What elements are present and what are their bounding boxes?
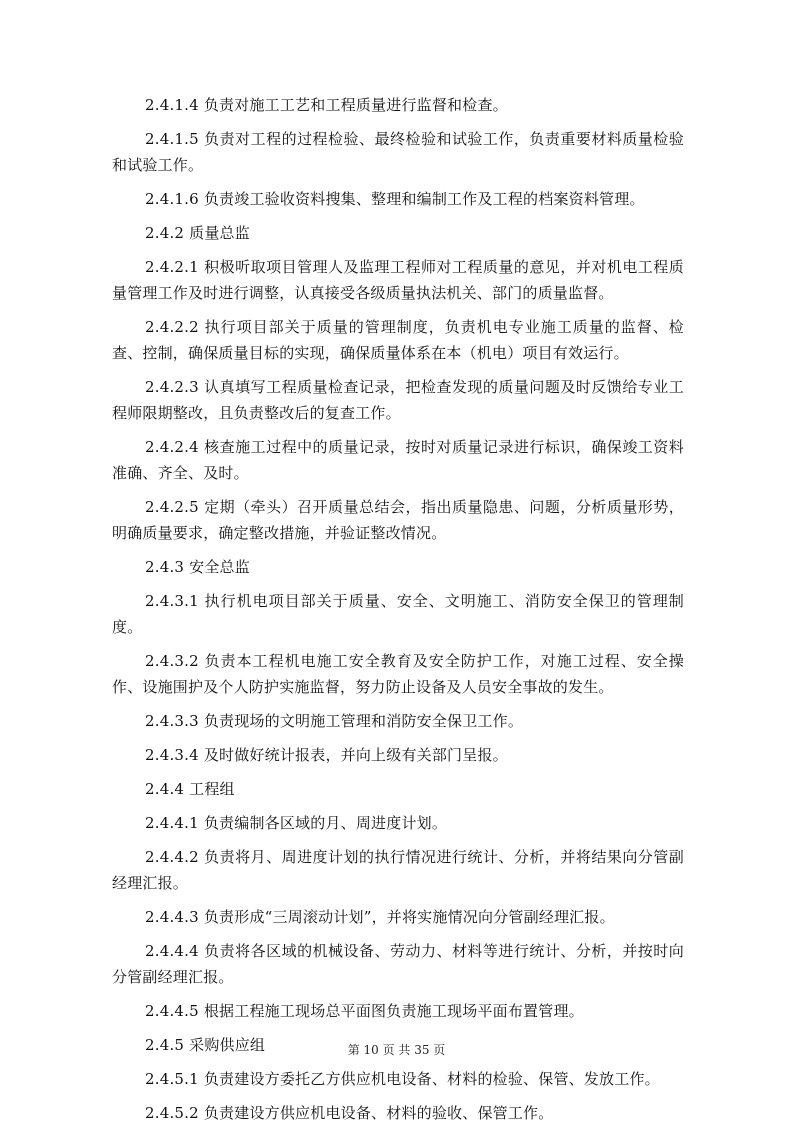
section-heading-2-4-3: 2.4.3 安全总监 [145,558,250,576]
paragraph-2-4-3-2: 2.4.3.2 负责本工程机电施工安全教育及安全防护工作，对施工过程、安全操作、设施围护及个人防护实施监督，努力防止设备及人员安全事故的发生。 [112,652,684,696]
paragraph-2-4-3-3: 2.4.3.3 负责现场的文明施工管理和消防安全保卫工作。 [145,712,524,730]
paragraph-2-4-5-1: 2.4.5.1 负责建设方委托乙方供应机电设备、材料的检验、保管、发放工作。 [145,1070,660,1088]
page-footer [0,1042,793,1058]
paragraph-2-4-2-4: 2.4.2.4 核查施工过程中的质量记录，按时对质量记录进行标识，确保竣工资料准确、齐全、及时。 [112,438,684,482]
paragraph-2-4-2-3: 2.4.2.3 认真填写工程质量检查记录，把检查发现的质量问题及时反馈给专业工程师限期整改，且负责整改后的复查工作。 [112,378,684,422]
paragraph-2-4-4-4: 2.4.4.4 负责将各区域的机械设备、劳动力、材料等进行统计、分析，并按时向分管副经理汇报。 [112,942,684,986]
paragraph-2-4-3-4: 2.4.3.4 及时做好统计报表，并向上级有关部门呈报。 [145,746,508,764]
paragraph-2-4-3-1: 2.4.3.1 执行机电项目部关于质量、安全、文明施工、消防安全保卫的管理制度。 [112,592,684,636]
paragraph-2-4-4-5: 2.4.4.5 根据工程施工现场总平面图负责施工现场平面布置管理。 [145,1002,584,1020]
section-heading-2-4-4: 2.4.4 工程组 [145,780,235,798]
paragraph-2-4-5-2: 2.4.5.2 负责建设方供应机电设备、材料的验收、保管工作。 [145,1104,554,1122]
paragraph-2-4-1-6: 2.4.1.6 负责竣工验收资料搜集、整理和编制工作及工程的档案资料管理。 [145,190,645,208]
paragraph-2-4-4-3: 2.4.4.3 负责形成“三周滚动计划”，并将实施情况向分管副经理汇报。 [145,908,615,926]
paragraph-2-4-2-2: 2.4.2.2 执行项目部关于质量的管理制度，负责机电专业施工质量的监督、检查、控制，确保质量目标的实现，确保质量体系在本（机电）项目有效运行。 [112,318,684,362]
paragraph-2-4-2-5: 2.4.2.5 定期（牵头）召开质量总结会，指出质量隐患、问题，分析质量形势，明确质量要求，确定整改措施，并验证整改情况。 [112,498,684,542]
section-heading-2-4-2: 2.4.2 质量总监 [145,224,250,242]
paragraph-2-4-4-1: 2.4.4.1 负责编制各区域的月、周进度计划。 [145,814,448,832]
paragraph-2-4-1-4: 2.4.1.4 负责对施工工艺和工程质量进行监督和检查。 [145,96,508,114]
paragraph-2-4-2-1: 2.4.2.1 积极听取项目管理人及监理工程师对工程质量的意见，并对机电工程质量管理工作及时进行调整，认真接受各级质量执法机关、部门的质量监督。 [112,258,684,302]
section-heading-2-4-5: 2.4.5 采购供应组 [145,1036,266,1054]
document-body [112,92,684,1134]
paragraph-2-4-1-5: 2.4.1.5 负责对工程的过程检验、最终检验和试验工作，负责重要材料质量检验和试验工作。 [112,130,684,174]
page-number-label: 第 10 页 共 35 页 [347,1043,446,1057]
paragraph-2-4-4-2: 2.4.4.2 负责将月、周进度计划的执行情况进行统计、分析，并将结果向分管副经理汇报。 [112,848,684,892]
